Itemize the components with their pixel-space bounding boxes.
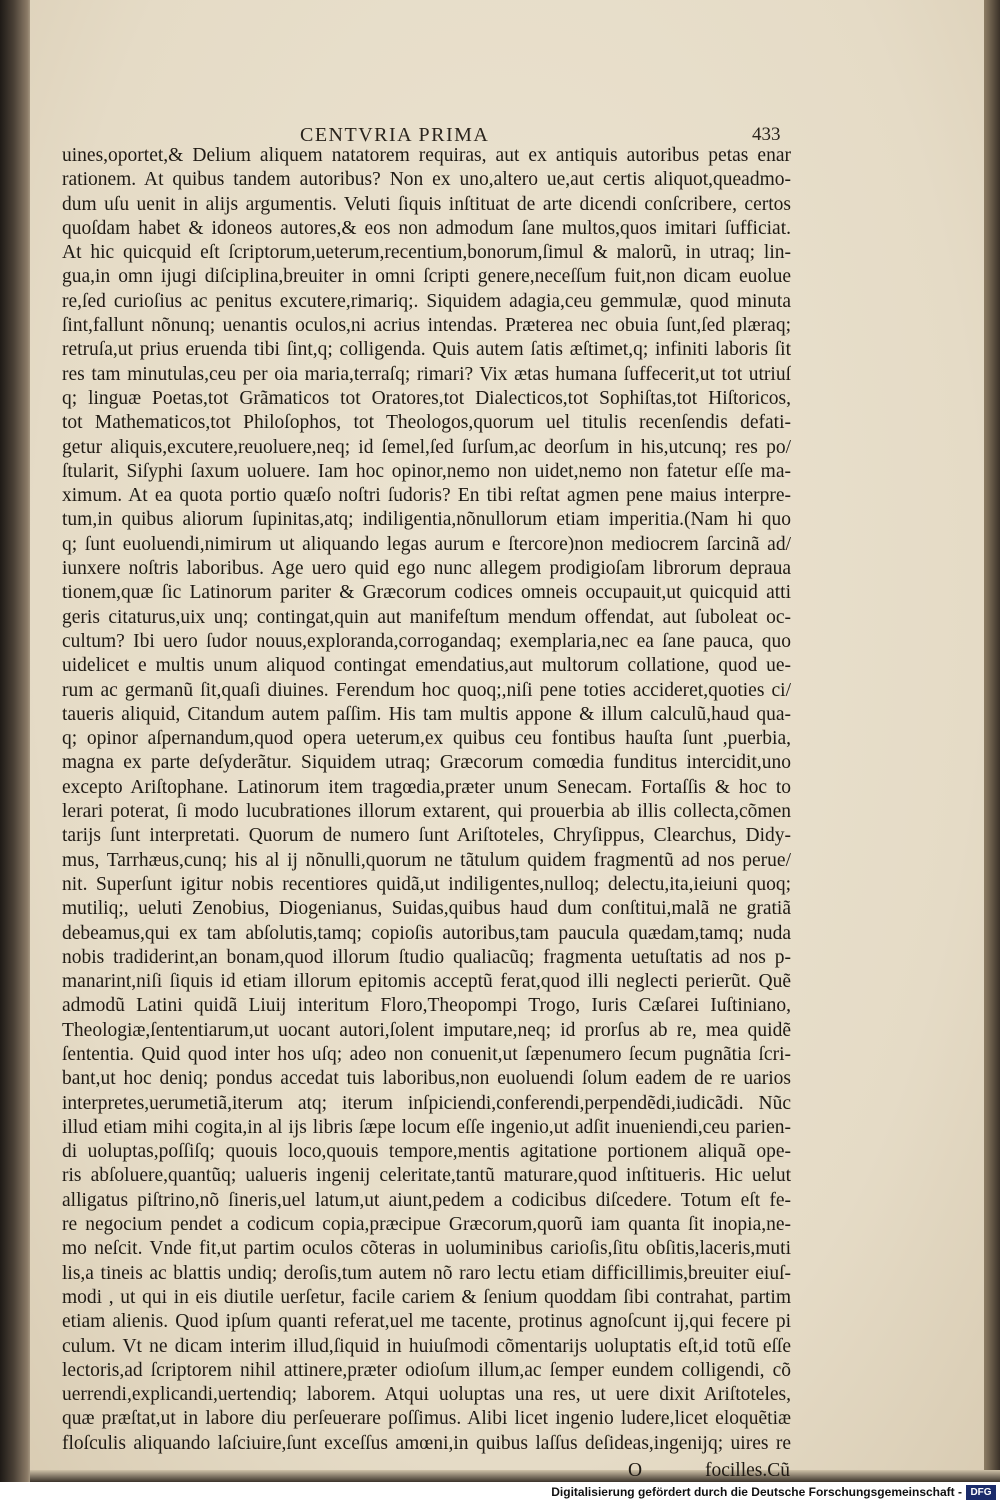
text-line: quoſdam habet & idoneos autores,& eos non admodum ſane multos,quos imitari ſufficiat. [62, 217, 791, 239]
dfg-logo: DFG [966, 1485, 996, 1500]
text-line: modi , ut qui in eis diutile uerſetur, facile cariem & ſenium quoddam ſibi contrahat, partim [62, 1286, 791, 1308]
text-line: mutiliq;, ueluti Zenobius, Diogenianus, Suidas,quibus haud dum conſtitui,malã ne gratiã [62, 898, 791, 920]
text-line: etiam alienis. Quod ipſum quanti referat,uel me tacente, protinus agnoſcunt ij,qui fecere pi [62, 1311, 791, 1333]
text-line: ſtularit, Siſyphi ſaxum uoluere. Iam hoc opinor,nemo non uidet,nemo non fatetur eſſe ma- [62, 460, 791, 482]
text-line: magna ex parte deſyderãtur. Siquidem utraq; Græcorum comœdia funditus intercidit,uno [62, 752, 791, 774]
book-binding [0, 0, 34, 1482]
text-line: ſint,fallunt nõnunq; uenantis oculos,ni acrius intendas. Præterea nec obuia ſunt,ſed plæraq; [62, 315, 791, 337]
text-line: nit. Superſunt igitur nobis recentiores quidã,ut indiligentes,nulloq; delectu,ita,ieiuni quoq; [62, 873, 791, 895]
text-line: uines,oportet,& Delium aliquem natatorem requiras, aut ex antiquis autoribus petas enar [62, 145, 791, 166]
body-text [62, 144, 791, 1456]
text-line: getur aliquis,excutere,reuoluere,neq; id ſemel,ſed ſurſum,ac deorſum in his,utcunq; res po/ [62, 436, 791, 458]
text-line: uerrendi,explicandi,uertendiq; laborem. Atqui uoluptas una res, ut uere dixit Ariſtoteles, [62, 1384, 791, 1406]
text-line: debeamus,qui ex tam abſolutis,tamq; copioſis autoribus,tam paucula quædam,tamq; nuda [62, 922, 791, 944]
text-line: culum. Vt ne dicam interim illud,ſiquid in huiuſmodi cõmentarijs uoluptatis eſt,id totũ eſſe [62, 1335, 791, 1357]
text-line: lis,a tineis ac blattis undiq; deroſis,tum autem nõ raro lectu etiam difficillimis,breuiter eiuſ- [62, 1262, 791, 1284]
page-bottom-shadow [30, 1470, 1000, 1482]
text-line: interpretes,uerumetiã,iterum atq; iterum inſpiciendi,conferendi,perpendẽdi,iudicãdi. Nũc [62, 1092, 791, 1114]
text-line: At hic quicquid eſt ſcriptorum,ueterum,recentium,bonorum,ſimul & malorũ, in utraq; lin- [62, 242, 791, 264]
text-line: excepto Ariſtophane. Latinorum item tragœdia,præter unum Senecam. Fortaſſis & hoc to [62, 776, 791, 798]
catchword: focilles.Cũ [704, 1460, 790, 1481]
text-line: illud etiam mihi cogita,in al ijs libris ſæpe locum eſſe ingenio,ut adſit inueniendi,ceu parien- [62, 1116, 791, 1138]
text-line: floſculis aliquando laſciuire,ſunt exceſſus amœni,in quibus laſſus deſideas,ingenijq; uires re [62, 1432, 791, 1454]
text-line: admodũ Latini quidã Liuij interitum Floro,Theopompi Trogo, Iuris Cæſarei Iuſtiniano, [62, 995, 791, 1017]
text-line: manarint,niſi ſiquis id etiam illorum epitomis acceptũ ferat,quod illi neglecti perierũt. Quẽ [62, 971, 791, 993]
text-line: res tam minutulas,ceu per oia maria,terraſq; rimari? Vix ætas humana ſuffecerit,ut tot utriuſ [62, 363, 791, 385]
text-line: geris citaturus,uix unq; contingat,quin aut manifeſtum mendum offendat, aut ſuboleat oc- [62, 606, 791, 628]
text-line: uidelicet e multis unum aliquod contingat emendatius,aut multorum collatione, quod ue- [62, 655, 791, 677]
text-line: q; opinor aſpernandum,quod opera ueterum,ex quibus ceu fontibus hauſta ſunt ,puerbia, [62, 728, 791, 750]
page-number: 433 [752, 124, 781, 145]
text-line: bant,ut hoc deniq; pondus accedat tuis laboribus,non euoluendi ſolum eadem de re uarios [62, 1068, 791, 1090]
text-line: ris abſoluere,quantũq; ualueris ingenij celeritate,tantũ maturare,quod inſtitueris. Hic uelut [62, 1165, 791, 1187]
text-line: cultum? Ibi uero ſudor nouus,exploranda,corrogandaq; exemplaria,nec ea ſane pauca, quo [62, 630, 791, 652]
text-line: retruſa,ut prius eruenda tibi ſint,q; colligenda. Quis autem ſatis æſtimet,q; infiniti laboris ſit [62, 339, 791, 361]
text-line: iunxere noſtris laboribus. Age uero quid ego nunc allegem prodigioſam librorum deprauа [62, 558, 791, 580]
text-line: q; ſunt euoluendi,nimirum ut aliquando legas aurum e ſtercore)non mediocrem ſarcinã ad/ [62, 533, 791, 555]
footer-bar [0, 1482, 1000, 1503]
text-line: tionem,quæ ſic Latinorum pariter & Græcorum codices omneis occupauit,ut quicquid atti [62, 582, 791, 604]
text-line: tum,in quibus aliorum ſupinitas,atq; indiligentia,nõnullorum etiam imperitia.(Nam hi quo [62, 509, 791, 531]
text-line: tot Mathematicos,tot Philoſophos, tot Theologos,quorum uel titulis recenſendis defati- [62, 412, 791, 434]
text-line: Theologiæ,ſententiarum,ut uocant autori,ſolent imputare,neq; id prorſus ab re, mea quidẽ [62, 1019, 791, 1041]
text-line: lectoris,ad ſcriptorem nihil attinere,præter odioſum illum,ac ſemper eundem colligendi, cõ [62, 1359, 791, 1381]
text-line: mus, Tarrhæus,cunq; his al ij nõnulli,quorum ne tãtulum quidem fragmentũ ad nos perue/ [62, 849, 791, 871]
text-line: re negocium pendet a codicum copia,præcipue Græcorum,quorũ iam quanta ſit inopia,ne- [62, 1214, 791, 1236]
text-line: ſententia. Quid quod inter hos uſq; adeo non conuenit,ut ſæpenumero ſecum pugnãtia ſcri- [62, 1043, 791, 1065]
text-line: taueris aliquid, Citandum autem paſſim. His tam multis appone & illum calculũ,haud qua- [62, 703, 791, 725]
text-line: tarijs ſunt interpretati. Quorum de numero ſunt Ariſtoteles, Chryſippus, Clearchus, Didy- [62, 825, 791, 847]
text-line: nobis tradiderint,an bonam,quod illorum ſtudio qualiacũq; fragmenta uetuſtatis ad nos p- [62, 946, 791, 968]
text-line: q; linguæ Poetas,tot Grãmaticos tot Oratores,tot Dialecticos,tot Sophiſtas,tot Hiſtoricos, [62, 387, 791, 409]
text-line: alligatus piſtrino,nõ ſineris,uel latum,ut aiunt,pedem a codicibus diſcedere. Totum eſt fe- [62, 1189, 791, 1211]
text-line: dum uſu uenit in alijs argumentis. Veluti ſiquis inſtituat de arte dicendi conſcribere, certos [62, 193, 791, 215]
text-line: ximum. At ea quota portio quæſo noſtri ſudoris? En tibi reſtat agmen pene maius interpre- [62, 485, 791, 507]
text-line: di uoluptas,poſſiſq; quouis loco,quouis tempore,mentis agitatione portionem aliquã ope- [62, 1141, 791, 1163]
catchword-line [628, 1460, 790, 1482]
signature-mark: O [628, 1460, 643, 1481]
text-line: quæ præſtat,ut in labore diu perſeuerare poſſimus. Alibi licet ingenio ludere,licet eloquẽtiæ [62, 1408, 791, 1430]
text-line: re,ſed curioſius ac penitus excutere,rimariq;. Siquidem adagia,ceu gemmulæ, quod minuta [62, 290, 791, 312]
text-line: rationem. At quibus tandem autoribus? Non ex uno,altero ue,aut certis aliquot,queadmo- [62, 169, 791, 191]
text-line: rum ac germanũ ſit,quaſi diuines. Ferendum hoc quoq;,niſi pene toties accideret,quoties ci/ [62, 679, 791, 701]
running-title: CENTVRIA PRIMA [300, 124, 490, 146]
text-line: gua,in omn ijugi diſciplina,breuiter in omni ſcripti genere,neceſſum fuit,non dicam euolue [62, 266, 791, 288]
page-edge [984, 0, 1000, 1482]
funding-notice: Digitalisierung gefördert durch die Deutsche Forschungsgemeinschaft - [551, 1485, 962, 1499]
text-line: lerari poterat, ſi modo lucubrationes illorum extarent, qui prouerbia ab illis collecta,cõmen [62, 801, 791, 823]
text-line: mo neſcit. Vnde fit,ut partim oculos cõteras in uoluminibus carioſis,ſitu obſitis,laceris,muti [62, 1238, 791, 1260]
